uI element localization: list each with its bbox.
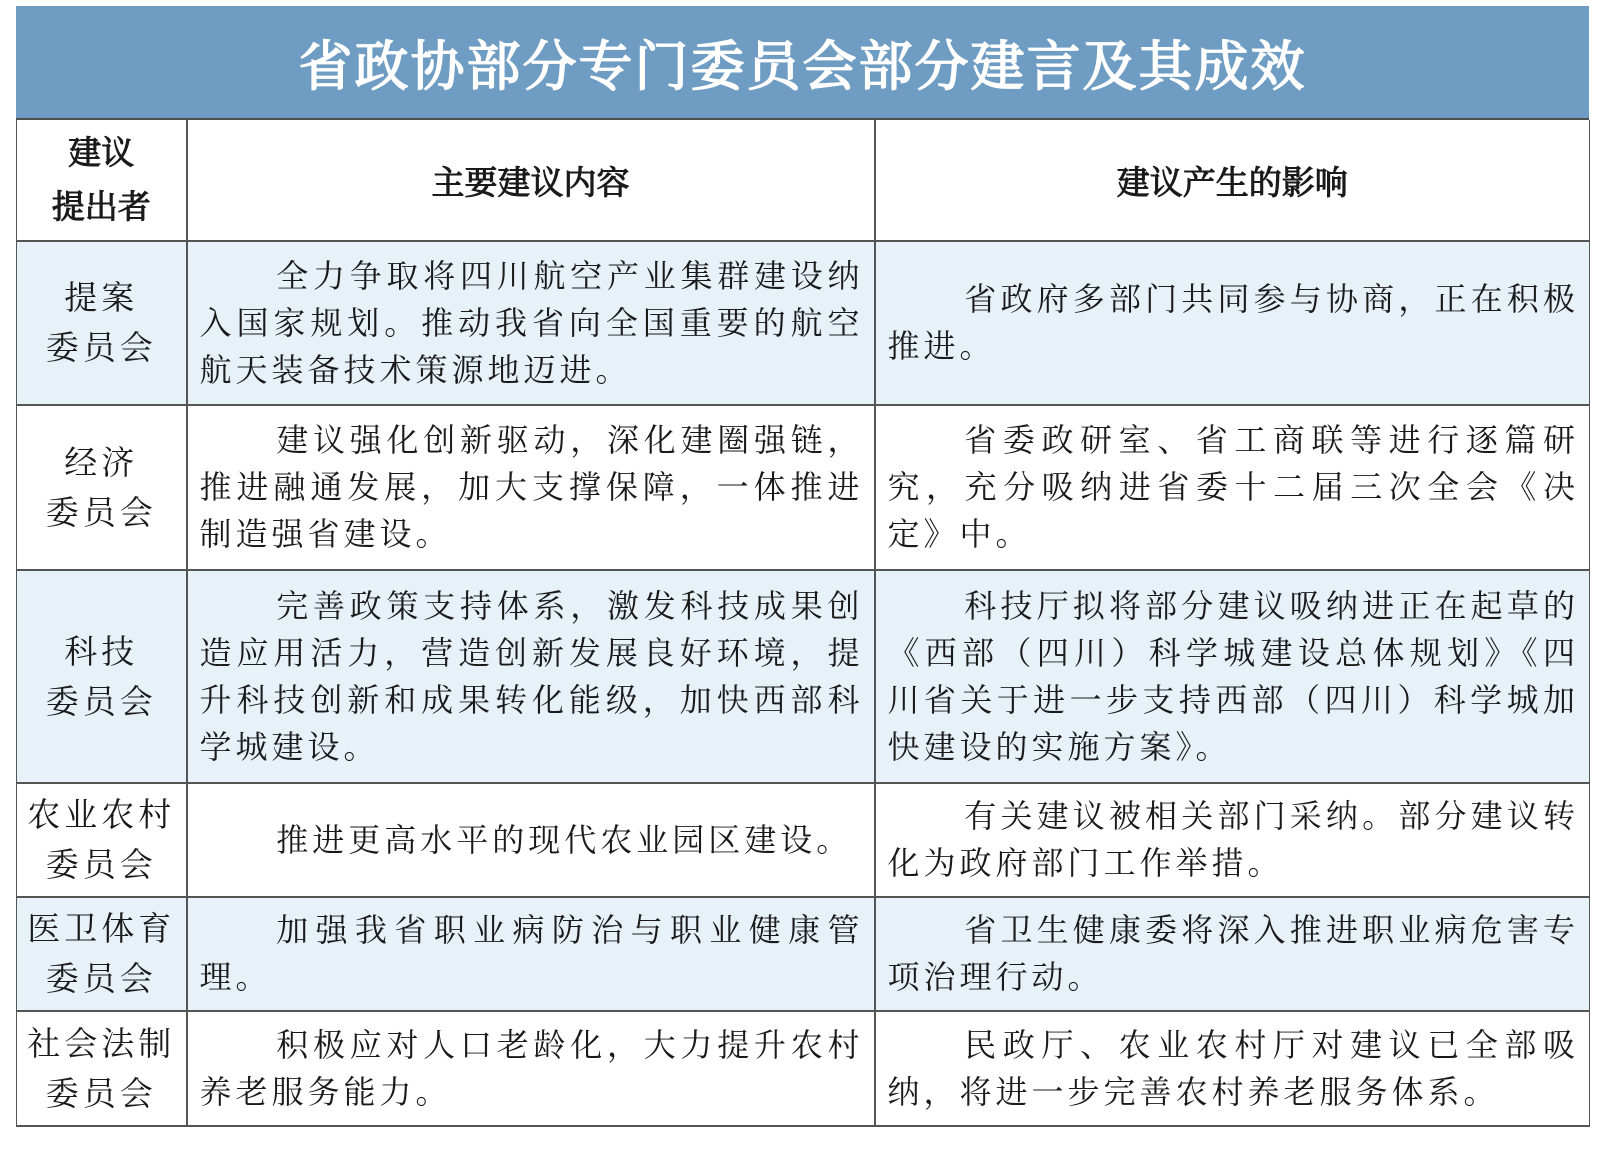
- suggestion-content-cell: 全力争取将四川航空产业集群建设纳入国家规划。推动我省向全国重要的航空航天装备技术策源地迈进。: [187, 241, 875, 405]
- committee-cell: [17, 783, 187, 897]
- document-page: [16, 6, 1589, 1127]
- header-impact: 建议产生的影响: [875, 120, 1590, 241]
- committee-name-line1: 社会法制: [27, 1023, 176, 1063]
- impact-cell: 省委政研室、省工商联等进行逐篇研究，充分吸纳进省委十二届三次全会《决定》中。: [875, 405, 1590, 570]
- committee-cell: [17, 241, 187, 405]
- table-row: [17, 241, 1590, 405]
- committee-name-line2: 委员会: [45, 845, 157, 884]
- committee-name-line1: 科技: [64, 631, 139, 671]
- impact-cell: 有关建议被相关部门采纳。部分建议转化为政府部门工作举措。: [875, 783, 1590, 897]
- table-row: [17, 405, 1590, 570]
- suggestion-content-cell: 完善政策支持体系，激发科技成果创造应用活力，营造创新发展良好环境，提升科技创新和成果转化能级，加快西部科学城建设。: [187, 570, 875, 783]
- committee-name-line2: 委员会: [45, 492, 157, 532]
- proposal-table: [16, 120, 1590, 1127]
- table-row: [17, 897, 1590, 1011]
- committee-name-line2: 委员会: [45, 681, 157, 721]
- suggestion-content-cell: 积极应对人口老龄化，大力提升农村养老服务能力。: [187, 1011, 875, 1126]
- table-header-row: [17, 120, 1590, 241]
- committee-cell: [17, 897, 187, 1011]
- committee-name-line1: 经济: [64, 442, 139, 482]
- committee-name-line1: 医卫体育: [27, 909, 176, 948]
- impact-cell: 科技厅拟将部分建议吸纳进正在起草的《西部（四川）科学城建设总体规划》《四川省关于进一步支持西部（四川）科学城加快建设的实施方案》。: [875, 570, 1590, 783]
- suggestion-content-cell: 推进更高水平的现代农业园区建设。: [187, 783, 875, 897]
- impact-cell: 民政厅、农业农村厅对建议已全部吸纳，将进一步完善农村养老服务体系。: [875, 1011, 1590, 1126]
- header-content: 主要建议内容: [187, 120, 875, 241]
- table-row: [17, 783, 1590, 897]
- committee-name-line2: 委员会: [45, 959, 157, 998]
- committee-cell: [17, 570, 187, 783]
- committee-name-line2: 委员会: [45, 1073, 157, 1113]
- impact-cell: 省卫生健康委将深入推进职业病危害专项治理行动。: [875, 897, 1590, 1011]
- committee-cell: [17, 405, 187, 570]
- title-banner: [16, 6, 1589, 120]
- impact-cell: 省政府多部门共同参与协商，正在积极推进。: [875, 241, 1590, 405]
- committee-name-line1: 提案: [64, 278, 139, 317]
- suggestion-content-cell: 加强我省职业病防治与职业健康管理。: [187, 897, 875, 1011]
- table-row: [17, 1011, 1590, 1126]
- committee-name-line1: 农业农村: [27, 795, 176, 834]
- table-row: [17, 570, 1590, 783]
- committee-cell: [17, 1011, 187, 1126]
- header-proposer-line1: 建议: [68, 133, 135, 172]
- header-proposer: [17, 120, 187, 241]
- suggestion-content-cell: 建议强化创新驱动，深化建圈强链，推进融通发展，加大支撑保障，一体推进制造强省建设。: [187, 405, 875, 570]
- page-title: 省政协部分专门委员会部分建言及其成效: [298, 34, 1307, 98]
- header-proposer-line2: 提出者: [51, 187, 151, 226]
- committee-name-line2: 委员会: [45, 328, 157, 367]
